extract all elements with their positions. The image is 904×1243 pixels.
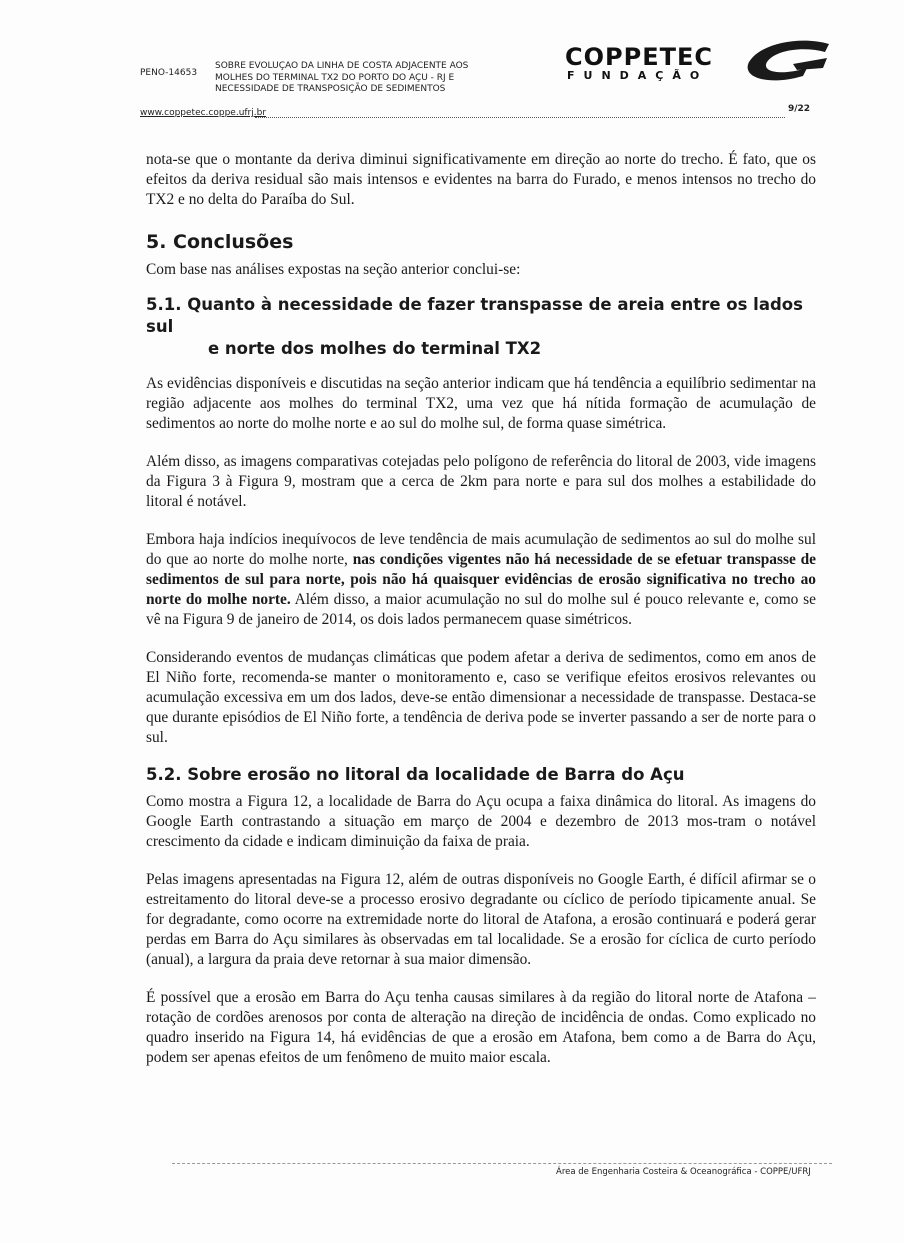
- section-5-lead: Com base nas análises expostas na seção anterior conclui-se:: [146, 261, 521, 278]
- section-5-1-heading: [146, 294, 816, 360]
- coppetec-logo: [565, 44, 845, 92]
- document-title-line: NECESSIDADE DE TRANSPOSIÇÃO DE SEDIMENTOS: [215, 84, 446, 94]
- page-body: [146, 150, 816, 1068]
- document-title-line: SOBRE EVOLUÇAO DA LINHA DE COSTA ADJACENTE AOS: [215, 61, 469, 71]
- website-link[interactable]: www.coppetec.coppe.ufrj.br: [140, 108, 267, 118]
- section-5-1-paragraph-4: Considerando eventos de mudanças climáticas que podem afetar a deriva de sedimentos, como em anos de El Niño forte, recomenda-se manter o monitoramento e, caso se verifique efeitos erosivos relevantes ou acumulação excessiva em um dos lados, deve-se então dimensionar a necessidade de transpasse. Destaca-se que durante episódios de El Niño forte, a tendência de deriva pode se inverter passando a ser de norte para o sul.: [146, 649, 816, 746]
- section-5-1-heading-line1: 5.1. Quanto à necessidade de fazer transpasse de areia entre os lados sul: [146, 295, 803, 336]
- paragraph-text: Embora haja indícios inequívocos de leve tendência de mais acumulação de sedimentos ao sul do molhe sul do que ao norte do molhe norte,: [146, 531, 816, 568]
- section-5-2-paragraph-2: Pelas imagens apresentadas na Figura 12, além de outras disponíveis no Google Earth, é difícil afirmar se o estreitamento do litoral deve-se a processo erosivo degradante ou cíclico de período tipicamente anual. Se for degradante, como ocorre na extremidade norte do litoral de Atafona, a erosão continuará e poderá gerar perdas em Barra do Açu similares às observadas em tal localidade. Se a erosão for cíclica de curto período (anual), a largura da praia deve retornar à sua maior dimensão.: [146, 871, 816, 968]
- page-number: 9/22: [788, 104, 811, 114]
- paragraph-text: Além disso, a maior acumulação no sul do molhe sul é pouco relevante e, como se vê na Figura 9 de janeiro de 2014, os dois lados permanecem quase simétricos.: [146, 591, 816, 628]
- logo-sub-text: FUNDAÇÃO: [567, 69, 709, 82]
- document-title-line: MOLHES DO TERMINAL TX2 DO PORTO DO AÇU - RJ E: [215, 72, 455, 83]
- footer-divider: [172, 1163, 832, 1164]
- paragraph-bold-text: nas condições vigentes não há necessidade de se efetuar transpasse de sedimentos de sul para norte, pois não há quaisquer evidências de erosão significativa no trecho ao norte do molhe norte.: [146, 551, 816, 608]
- section-5-1-paragraph-2: Além disso, as imagens comparativas cotejadas pelo polígono de referência do litoral de 2003, vide imagens da Figura 3 à Figura 9, mostram que a cerca de 2km para norte e para sul dos molhes a estabilidade do litoral é notável.: [146, 453, 816, 510]
- header-divider: [255, 117, 785, 118]
- footer-text: Área de Engenharia Costeira & Oceanográfica - COPPE/UFRJ: [556, 1167, 811, 1177]
- section-5-2-paragraph-1: Como mostra a Figura 12, a localidade de Barra do Açu ocupa a faixa dinâmica do litoral. As imagens do Google Earth contrastando a situação em março de 2004 e dezembro de 2013 mos-tram o notável crescimento da cidade e indicam diminuição da faixa de praia.: [146, 793, 816, 850]
- section-5-1-heading-line2: e norte dos molhes do terminal TX2: [208, 339, 542, 358]
- logo-main-text: COPPETEC: [565, 43, 713, 71]
- logo-swoosh-icon: [743, 38, 833, 88]
- intro-paragraph: nota-se que o montante da deriva diminui significativamente em direção ao norte do trecho. É fato, que os efeitos da deriva residual são mais intensos e evidentes na barra do Furado, e menos intensos no trecho do TX2 e no delta do Paraíba do Sul.: [146, 151, 816, 208]
- section-5-heading: 5. Conclusões: [146, 231, 294, 253]
- section-5-2-paragraph-3: É possível que a erosão em Barra do Açu tenha causas similares à da região do litoral norte de Atafona – rotação de cordões arenosos por conta de alteração na direção de incidência de ondas. Como explicado no quadro inserido na Figura 14, há evidências de que a erosão em Atafona, bem como a de Barra do Açu, podem ser apenas efeitos de um fenômeno de muito maior escala.: [146, 989, 816, 1066]
- section-5-2-heading: 5.2. Sobre erosão no litoral da localidade de Barra do Açu: [146, 765, 685, 784]
- document-title: [215, 61, 535, 96]
- document-code: PENO-14653: [140, 68, 198, 78]
- section-5-1-paragraph-3: [146, 530, 816, 630]
- section-5-1-paragraph-1: As evidências disponíveis e discutidas na seção anterior indicam que há tendência a equilíbrio sedimentar na região adjacente aos molhes do terminal TX2, uma vez que há nítida formação de acumulação de sedimentos ao norte do molhe norte e ao sul do molhe sul, de forma quase simétrica.: [146, 375, 816, 432]
